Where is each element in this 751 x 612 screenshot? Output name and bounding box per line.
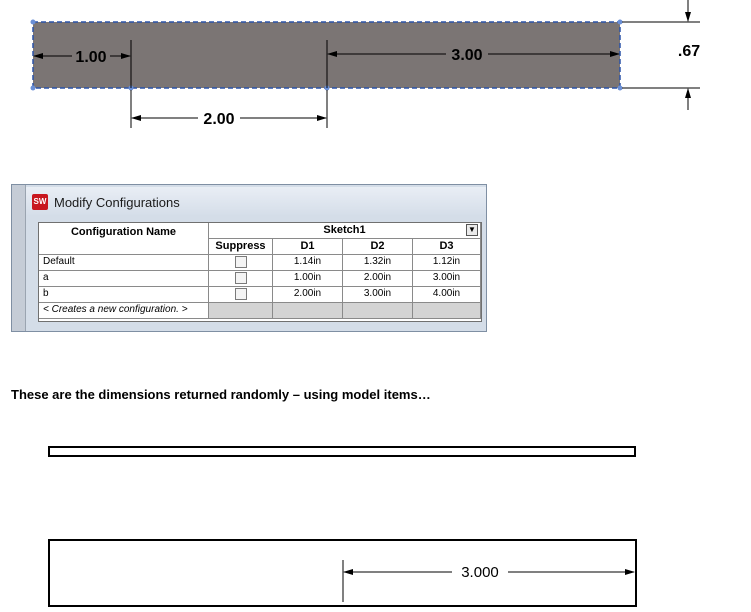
cell-d1[interactable]: 1.00in — [273, 271, 343, 287]
header-configuration-name: Configuration Name — [39, 223, 209, 255]
empty-cell — [273, 303, 343, 319]
cell-d3[interactable]: 4.00in — [413, 287, 481, 303]
caption-text: These are the dimensions returned randomly – using model items… — [11, 387, 431, 402]
chevron-down-icon[interactable]: ▼ — [466, 224, 478, 236]
header-suppress: Suppress — [209, 239, 273, 255]
cell-d1[interactable]: 1.14in — [273, 255, 343, 271]
suppress-checkbox[interactable] — [209, 255, 273, 271]
cell-d2[interactable]: 3.00in — [343, 287, 413, 303]
empty-cell — [209, 303, 273, 319]
dimension-1-00[interactable]: 1.00 — [75, 49, 107, 66]
cell-d3[interactable]: 1.12in — [413, 255, 481, 271]
solidworks-logo-icon: SW — [32, 194, 48, 210]
header-d3: D3 — [413, 239, 481, 255]
dimension-3-00[interactable]: 3.00 — [451, 47, 483, 64]
row-name[interactable]: Default — [39, 255, 209, 271]
modify-configurations-dialog — [11, 184, 487, 332]
dimension-2-00[interactable]: 2.00 — [203, 111, 235, 128]
dimension-0-67[interactable]: .67 — [677, 43, 701, 60]
header-d2: D2 — [343, 239, 413, 255]
dimension-3-000[interactable]: 3.000 — [461, 564, 499, 581]
sketch-point[interactable] — [31, 20, 36, 25]
empty-cell — [413, 303, 481, 319]
drawing-view-thin[interactable] — [48, 446, 636, 457]
configuration-table — [38, 222, 482, 322]
suppress-checkbox[interactable] — [209, 271, 273, 287]
row-name[interactable]: b — [39, 287, 209, 303]
row-name[interactable]: a — [39, 271, 209, 287]
window-left-frame — [12, 185, 26, 331]
sketch-view — [0, 0, 751, 140]
cell-d3[interactable]: 3.00in — [413, 271, 481, 287]
header-sketch1[interactable] — [209, 223, 481, 239]
dialog-titlebar[interactable] — [26, 187, 486, 215]
new-configuration-row[interactable]: < Creates a new configuration. > — [39, 303, 209, 319]
sketch-point[interactable] — [618, 20, 623, 25]
sketch-point[interactable] — [618, 86, 623, 91]
dialog-title: Modify Configurations — [54, 195, 180, 210]
empty-cell — [343, 303, 413, 319]
cell-d2[interactable]: 2.00in — [343, 271, 413, 287]
header-d1: D1 — [273, 239, 343, 255]
cell-d1[interactable]: 2.00in — [273, 287, 343, 303]
drawing-dimension — [0, 530, 751, 612]
header-sketch1-label: Sketch1 — [323, 224, 366, 236]
cell-d2[interactable]: 1.32in — [343, 255, 413, 271]
sketch-point[interactable] — [31, 86, 36, 91]
suppress-checkbox[interactable] — [209, 287, 273, 303]
